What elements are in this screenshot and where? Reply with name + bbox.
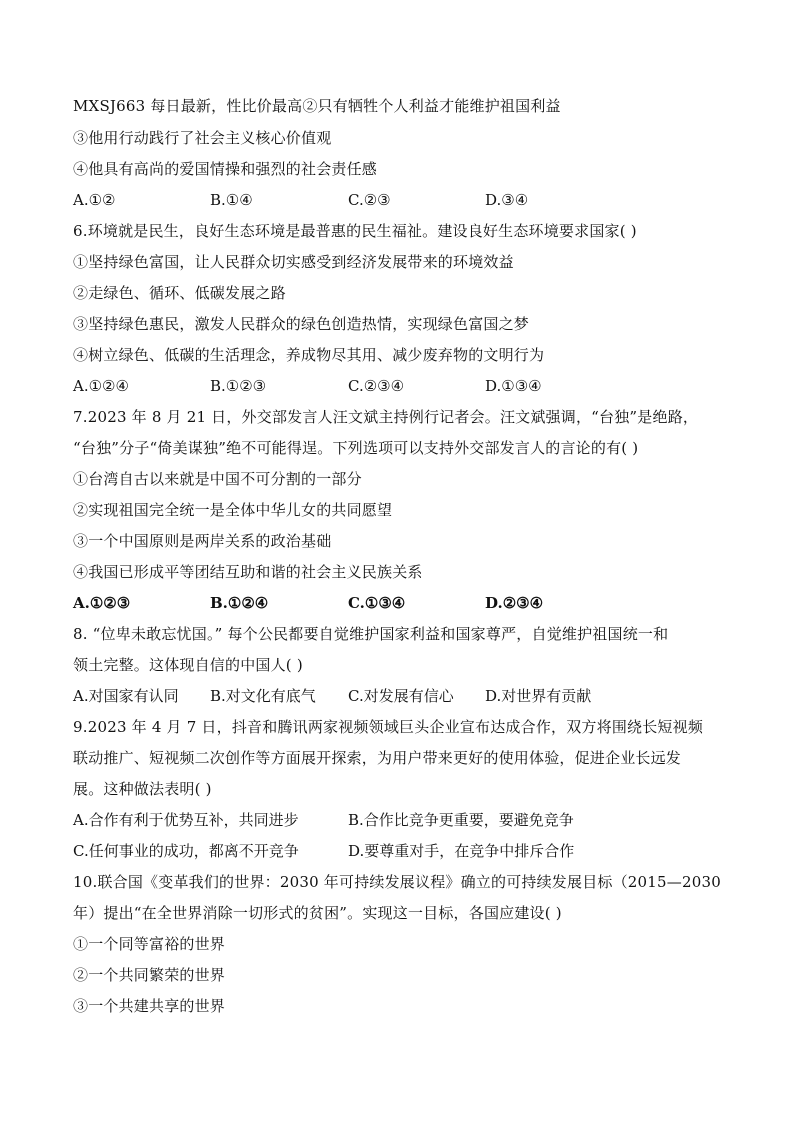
option-statement: ①台湾自古以来就是中国不可分割的一部分 <box>73 470 362 488</box>
answer-choice-b: B.①②③ <box>210 377 267 395</box>
answer-choice-b: B.①④ <box>210 191 253 209</box>
question-stem: 年）提出“在全世界消除一切形式的贫困”。实现这一目标，各国应建设( ) <box>73 904 562 922</box>
answer-choice-b: B.合作比竞争更重要，要避免竞争 <box>348 811 574 829</box>
option-statement: ③坚持绿色惠民，激发人民群众的绿色创造热情，实现绿色富国之梦 <box>73 315 530 333</box>
option-statement: ④他具有高尚的爱国情操和强烈的社会责任感 <box>73 160 378 178</box>
question-stem: 联动推广、短视频二次创作等方面展开探索，为用户带来更好的使用体验，促进企业长远发 <box>73 749 682 767</box>
question-stem: 7.2023 年 8 月 21 日，外交部发言人汪文斌主持例行记者会。汪文斌强调，“台独”是绝路， <box>73 408 699 426</box>
answer-choice-c: C.对发展有信心 <box>348 687 454 705</box>
question-stem: 9.2023 年 4 月 7 日，抖音和腾讯两家视频领域巨头企业宣布达成合作，双方将围绕长短视频 <box>73 718 704 736</box>
answer-choice-d: D.③④ <box>485 191 529 209</box>
answer-choice-a: A.①②③ <box>73 594 131 612</box>
answer-choice-a: A.合作有利于优势互补，共同进步 <box>73 811 299 829</box>
answer-choice-c: C.②③④ <box>348 377 405 395</box>
option-statement: ④我国已形成平等团结互助和谐的社会主义民族关系 <box>73 563 423 581</box>
answer-choice-b: B.①②④ <box>210 594 269 612</box>
option-statement: ③一个中国原则是两岸关系的政治基础 <box>73 532 332 550</box>
answer-choice-b: B.对文化有底气 <box>210 687 316 705</box>
answer-choice-a: A.对国家有认同 <box>73 687 179 705</box>
question-stem: 10.联合国《变革我们的世界：2030 年可持续发展议程》确立的可持续发展目标（2015—2030 <box>73 873 721 891</box>
question-stem: “台独”分子“倚美谋独”绝不可能得逞。下列选项可以支持外交部发言人的言论的有( ) <box>73 439 639 457</box>
option-statement: ①一个同等富裕的世界 <box>73 935 226 953</box>
question-stem: 领土完整。这体现自信的中国人( ) <box>73 656 303 674</box>
question-text-line: MXSJ663 每日最新，性比价最高②只有牺牲个人利益才能维护祖国利益 <box>73 97 561 115</box>
answer-choice-d: D.对世界有贡献 <box>485 687 592 705</box>
option-statement: ②走绿色、循环、低碳发展之路 <box>73 284 286 302</box>
option-statement: ①坚持绿色富国，让人民群众切实感受到经济发展带来的环境效益 <box>73 253 514 271</box>
answer-choice-c: C.①③④ <box>348 594 406 612</box>
question-stem: 展。这种做法表明( ) <box>73 780 212 798</box>
question-stem: 6.环境就是民生，良好生态环境是最普惠的民生福祉。建设良好生态环境要求国家( ) <box>73 222 637 240</box>
answer-choice-d: D.①③④ <box>485 377 542 395</box>
answer-choice-d: D.要尊重对手，在竞争中排斥合作 <box>348 842 575 860</box>
option-statement: ②实现祖国完全统一是全体中华儿女的共同愿望 <box>73 501 393 519</box>
option-statement: ③一个共建共享的世界 <box>73 997 226 1015</box>
question-stem: 8. “位卑未敢忘忧国。” 每个公民都要自觉维护国家利益和国家尊严，自觉维护祖国统一和 <box>73 625 669 643</box>
option-statement: ③他用行动践行了社会主义核心价值观 <box>73 129 332 147</box>
answer-choice-a: A.①②④ <box>73 377 129 395</box>
answer-choice-d: D.②③④ <box>485 594 544 612</box>
option-statement: ④树立绿色、低碳的生活理念，养成物尽其用、减少废弃物的文明行为 <box>73 346 545 364</box>
answer-choice-c: C.②③ <box>348 191 391 209</box>
option-statement: ②一个共同繁荣的世界 <box>73 966 226 984</box>
answer-choice-c: C.任何事业的成功，都离不开竞争 <box>73 842 299 860</box>
answer-choice-a: A.①② <box>73 191 116 209</box>
